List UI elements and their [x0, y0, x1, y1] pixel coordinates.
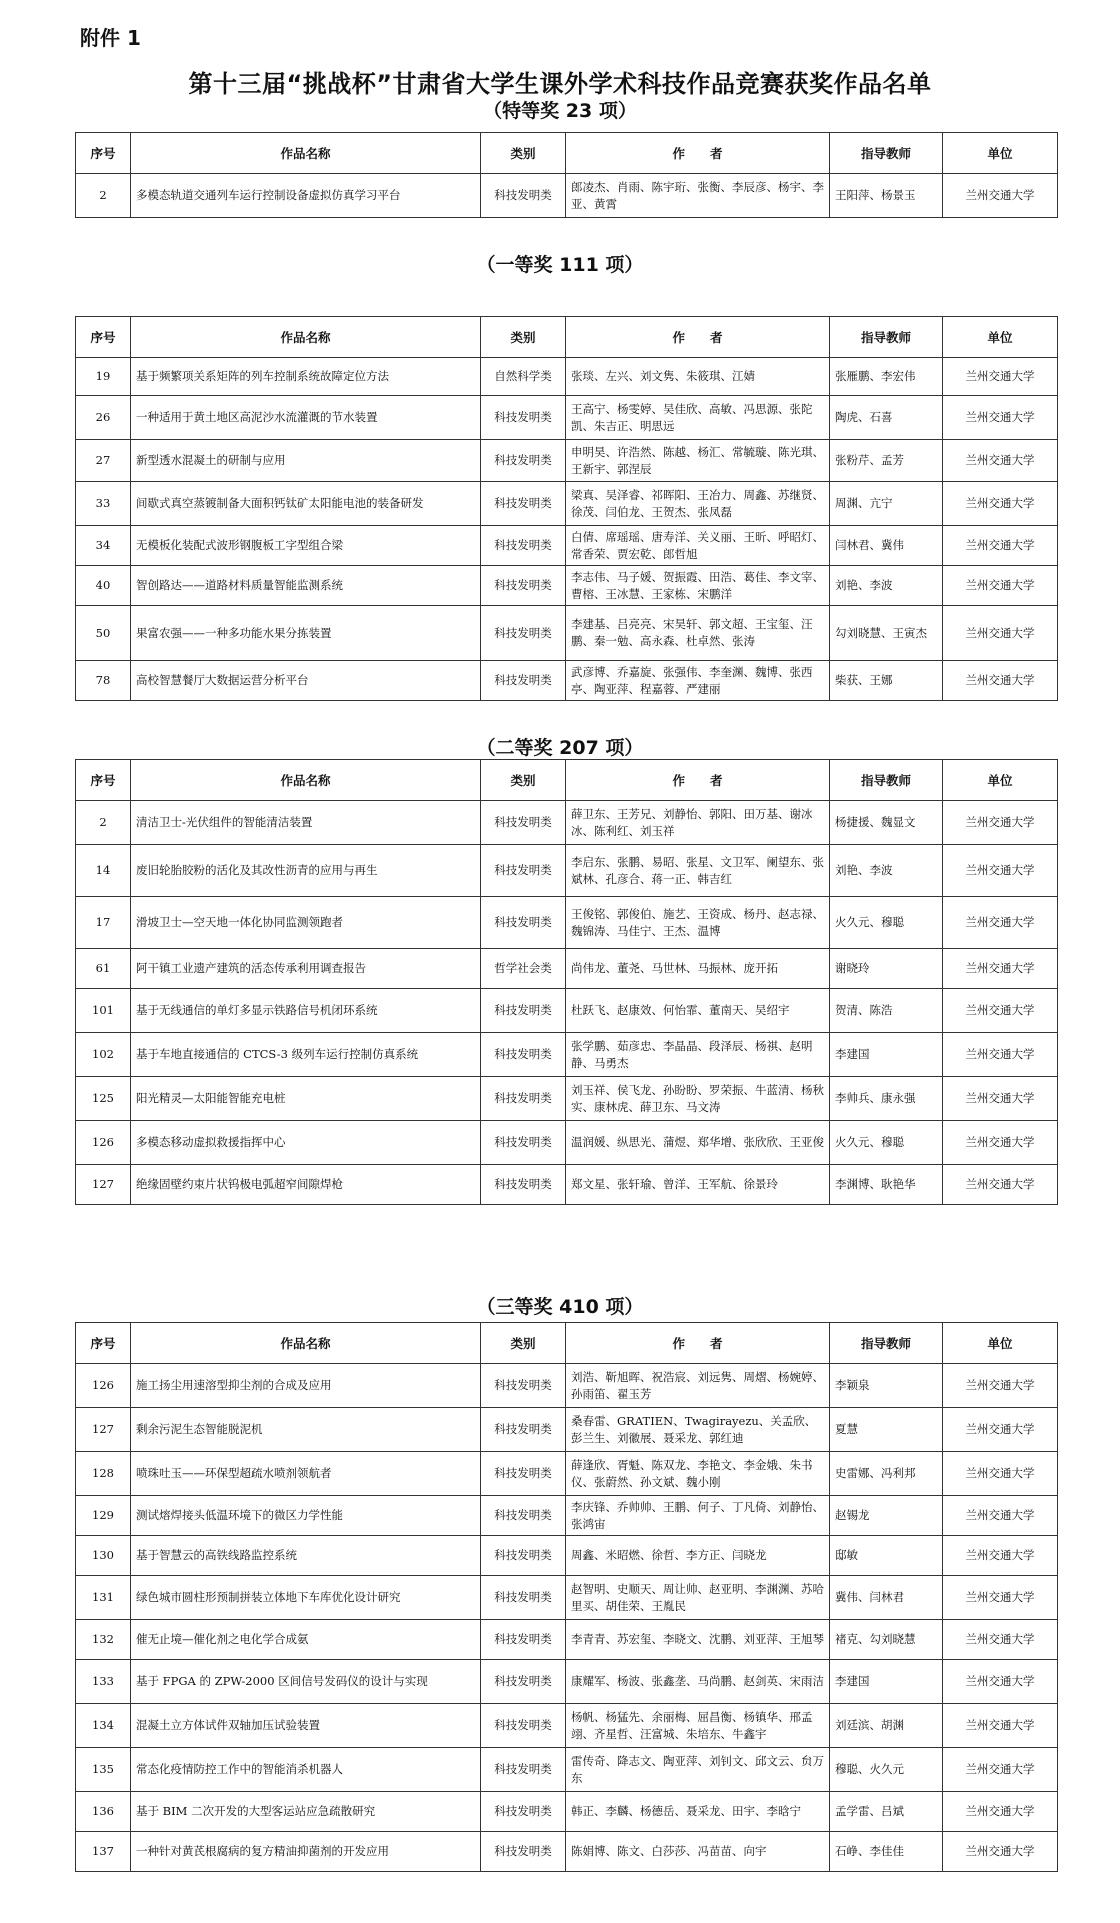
work-title: 基于频繁项关系矩阵的列车控制系统故障定位方法	[131, 358, 481, 396]
work-unit: 兰州交通大学	[943, 526, 1058, 566]
work-unit: 兰州交通大学	[943, 845, 1058, 897]
row-number: 131	[76, 1576, 131, 1620]
table-row	[76, 566, 1058, 606]
table-row	[76, 1077, 1058, 1121]
work-title: 间歇式真空蒸镀制备大面积钙钛矿太阳能电池的装备研发	[131, 482, 481, 526]
work-category: 科技发明类	[481, 1496, 566, 1536]
work-category: 科技发明类	[481, 1660, 566, 1704]
work-authors: 王俊铭、郭俊伯、施艺、王资成、杨丹、赵志禄、魏锦涛、马佳宁、王杰、温博	[566, 897, 830, 949]
work-advisor: 柴获、王娜	[830, 661, 943, 701]
work-title: 清洁卫士-光伏组件的智能清洁装置	[131, 801, 481, 845]
header-num: 序号	[76, 317, 131, 358]
row-number: 34	[76, 526, 131, 566]
table-row	[76, 989, 1058, 1033]
header-advisor: 指导教师	[830, 133, 943, 174]
header-advisor: 指导教师	[830, 317, 943, 358]
table-row	[76, 1748, 1058, 1792]
work-unit: 兰州交通大学	[943, 1165, 1058, 1205]
work-advisor: 冀伟、闫林君	[830, 1576, 943, 1620]
row-number: 127	[76, 1408, 131, 1452]
work-unit: 兰州交通大学	[943, 801, 1058, 845]
work-category: 科技发明类	[481, 1452, 566, 1496]
table-row	[76, 1620, 1058, 1660]
work-authors: 韩正、李麟、杨德岳、聂采龙、田宇、李晗宁	[566, 1792, 830, 1832]
work-category: 科技发明类	[481, 1408, 566, 1452]
work-category: 科技发明类	[481, 1121, 566, 1165]
document-title: 第十三届“挑战杯”甘肃省大学生课外学术科技作品竞赛获奖作品名单	[188, 70, 932, 98]
table-header-row	[76, 1323, 1058, 1364]
header-category: 类别	[481, 1323, 566, 1364]
table-row	[76, 1452, 1058, 1496]
work-title: 剩余污泥生态智能脱泥机	[131, 1408, 481, 1452]
work-advisor: 夏慧	[830, 1408, 943, 1452]
work-category: 科技发明类	[481, 801, 566, 845]
work-advisor: 李颖泉	[830, 1364, 943, 1408]
row-number: 128	[76, 1452, 131, 1496]
section-title-second: （二等奖 207 项）	[476, 737, 644, 759]
section-title-first: （一等奖 111 项）	[476, 254, 644, 276]
table-header-row	[76, 317, 1058, 358]
work-authors: 张学鹏、茹彦忠、李晶晶、段泽辰、杨祺、赵明静、马勇杰	[566, 1033, 830, 1077]
work-unit: 兰州交通大学	[943, 1121, 1058, 1165]
work-unit: 兰州交通大学	[943, 1576, 1058, 1620]
work-authors: 周鑫、米昭燃、徐哲、李方正、闫晓龙	[566, 1536, 830, 1576]
work-advisor: 邸敏	[830, 1536, 943, 1576]
work-advisor: 闫林君、冀伟	[830, 526, 943, 566]
table-row	[76, 174, 1058, 218]
work-title: 阳光精灵—太阳能智能充电桩	[131, 1077, 481, 1121]
work-unit: 兰州交通大学	[943, 174, 1058, 218]
header-category: 类别	[481, 760, 566, 801]
work-category: 科技发明类	[481, 606, 566, 661]
work-authors: 陈娟博、陈文、白莎莎、冯苗苗、向宇	[566, 1832, 830, 1872]
row-number: 129	[76, 1496, 131, 1536]
header-advisor: 指导教师	[830, 760, 943, 801]
header-advisor: 指导教师	[830, 1323, 943, 1364]
work-title: 果富农强——一种多功能水果分拣装置	[131, 606, 481, 661]
work-category: 科技发明类	[481, 1364, 566, 1408]
row-number: 2	[76, 801, 131, 845]
work-advisor: 贺清、陈浩	[830, 989, 943, 1033]
header-name: 作品名称	[131, 133, 481, 174]
table-row	[76, 606, 1058, 661]
work-advisor: 火久元、穆聪	[830, 1121, 943, 1165]
work-title: 基于车地直接通信的 CTCS-3 级列车运行控制仿真系统	[131, 1033, 481, 1077]
header-unit: 单位	[943, 317, 1058, 358]
table-row	[76, 897, 1058, 949]
work-authors: 李启东、张鹏、易昭、张星、文卫军、阑望东、张斌林、孔彦合、蒋一正、韩吉红	[566, 845, 830, 897]
header-unit: 单位	[943, 760, 1058, 801]
work-category: 科技发明类	[481, 1077, 566, 1121]
row-number: 14	[76, 845, 131, 897]
table-row	[76, 1364, 1058, 1408]
work-title: 催无止境—催化剂之电化学合成氨	[131, 1620, 481, 1660]
work-unit: 兰州交通大学	[943, 606, 1058, 661]
work-title: 滑坡卫士—空天地一体化协同监测领跑者	[131, 897, 481, 949]
work-authors: 尚伟龙、董尧、马世林、马振林、庞开拓	[566, 949, 830, 989]
work-authors: 刘浩、靳旭晖、祝浩宸、刘远隽、周熠、杨婉婷、孙雨笛、翟玉芳	[566, 1364, 830, 1408]
work-unit: 兰州交通大学	[943, 1408, 1058, 1452]
header-name: 作品名称	[131, 1323, 481, 1364]
work-authors: 武彦博、乔嘉旋、张强伟、李奎渊、魏博、张西亭、陶亚萍、程嘉蓉、严建丽	[566, 661, 830, 701]
work-unit: 兰州交通大学	[943, 1832, 1058, 1872]
table-row	[76, 1660, 1058, 1704]
work-title: 新型透水混凝土的研制与应用	[131, 440, 481, 482]
work-unit: 兰州交通大学	[943, 1452, 1058, 1496]
table-row	[76, 1576, 1058, 1620]
row-number: 137	[76, 1832, 131, 1872]
work-title: 多模态轨道交通列车运行控制设备虚拟仿真学习平台	[131, 174, 481, 218]
header-authors: 作 者	[566, 133, 830, 174]
row-number: 26	[76, 396, 131, 440]
work-title: 施工扬尘用速溶型抑尘剂的合成及应用	[131, 1364, 481, 1408]
work-category: 科技发明类	[481, 1536, 566, 1576]
table-row	[76, 1792, 1058, 1832]
table-row	[76, 1165, 1058, 1205]
work-authors: 雷传奇、降志文、陶亚萍、刘钊文、邱文云、贠万东	[566, 1748, 830, 1792]
work-category: 科技发明类	[481, 1704, 566, 1748]
work-authors: 申明昊、许浩然、陈越、杨汇、常毓璇、陈光琪、王新宇、郭涅辰	[566, 440, 830, 482]
work-advisor: 石峥、李佳佳	[830, 1832, 943, 1872]
work-unit: 兰州交通大学	[943, 1496, 1058, 1536]
work-title: 废旧轮胎胶粉的活化及其改性沥青的应用与再生	[131, 845, 481, 897]
work-category: 科技发明类	[481, 566, 566, 606]
work-category: 科技发明类	[481, 845, 566, 897]
work-authors: 杨帆、杨猛先、余丽梅、屈昌衡、杨镇华、邢孟翊、齐星哲、汪富城、朱培东、牛鑫宇	[566, 1704, 830, 1748]
table-row	[76, 661, 1058, 701]
row-number: 2	[76, 174, 131, 218]
work-unit: 兰州交通大学	[943, 989, 1058, 1033]
work-unit: 兰州交通大学	[943, 949, 1058, 989]
table-row	[76, 1704, 1058, 1748]
header-category: 类别	[481, 133, 566, 174]
section-title-third: （三等奖 410 项）	[476, 1296, 644, 1318]
award-table-second	[75, 759, 1058, 1205]
work-advisor: 褚克、勾刘晓慧	[830, 1620, 943, 1660]
row-number: 101	[76, 989, 131, 1033]
table-row	[76, 1832, 1058, 1872]
header-authors: 作 者	[566, 1323, 830, 1364]
work-unit: 兰州交通大学	[943, 396, 1058, 440]
table-row	[76, 440, 1058, 482]
row-number: 125	[76, 1077, 131, 1121]
work-advisor: 穆聪、火久元	[830, 1748, 943, 1792]
work-category: 科技发明类	[481, 661, 566, 701]
row-number: 127	[76, 1165, 131, 1205]
work-category: 科技发明类	[481, 1165, 566, 1205]
work-advisor: 张粉芹、孟芳	[830, 440, 943, 482]
row-number: 27	[76, 440, 131, 482]
work-advisor: 李渊博、耿艳华	[830, 1165, 943, 1205]
table-row	[76, 845, 1058, 897]
header-unit: 单位	[943, 1323, 1058, 1364]
header-authors: 作 者	[566, 317, 830, 358]
row-number: 132	[76, 1620, 131, 1660]
work-authors: 薛卫东、王芳兄、刘静怡、郭阳、田万基、谢冰冰、陈利红、刘玉祥	[566, 801, 830, 845]
work-title: 多模态移动虚拟救援指挥中心	[131, 1121, 481, 1165]
row-number: 135	[76, 1748, 131, 1792]
row-number: 136	[76, 1792, 131, 1832]
work-title: 绝缘固壁约束片状钨极电弧超窄间隙焊枪	[131, 1165, 481, 1205]
work-category: 科技发明类	[481, 1576, 566, 1620]
work-advisor: 刘艳、李波	[830, 845, 943, 897]
work-authors: 王高宁、杨雯婷、吴佳欣、高敏、冯思源、张陀凯、朱吉正、明思远	[566, 396, 830, 440]
work-category: 科技发明类	[481, 897, 566, 949]
work-advisor: 刘廷滨、胡渊	[830, 1704, 943, 1748]
row-number: 17	[76, 897, 131, 949]
header-category: 类别	[481, 317, 566, 358]
work-unit: 兰州交通大学	[943, 482, 1058, 526]
work-advisor: 李帅兵、康永强	[830, 1077, 943, 1121]
work-unit: 兰州交通大学	[943, 897, 1058, 949]
work-category: 科技发明类	[481, 174, 566, 218]
table-row	[76, 1121, 1058, 1165]
work-title: 混凝土立方体试件双轴加压试验装置	[131, 1704, 481, 1748]
work-unit: 兰州交通大学	[943, 566, 1058, 606]
row-number: 134	[76, 1704, 131, 1748]
work-category: 自然科学类	[481, 358, 566, 396]
header-num: 序号	[76, 133, 131, 174]
row-number: 50	[76, 606, 131, 661]
work-category: 科技发明类	[481, 396, 566, 440]
row-number: 61	[76, 949, 131, 989]
work-unit: 兰州交通大学	[943, 1077, 1058, 1121]
row-number: 102	[76, 1033, 131, 1077]
work-unit: 兰州交通大学	[943, 1748, 1058, 1792]
work-authors: 杜跃飞、赵康效、何怡霏、董南天、吴绍宇	[566, 989, 830, 1033]
work-advisor: 刘艳、李波	[830, 566, 943, 606]
work-category: 科技发明类	[481, 1033, 566, 1077]
work-authors: 梁真、吴泽睿、祁晖阳、王冶力、周鑫、苏继贤、徐茂、闫伯龙、王贺杰、张凤磊	[566, 482, 830, 526]
row-number: 40	[76, 566, 131, 606]
work-authors: 刘玉祥、侯飞龙、孙盼盼、罗荣振、牛蓝清、杨秋实、康林虎、薛卫东、马文涛	[566, 1077, 830, 1121]
work-title: 基于无线通信的单灯多显示铁路信号机闭环系统	[131, 989, 481, 1033]
work-title: 绿色城市圆柱形预制拼装立体地下车库优化设计研究	[131, 1576, 481, 1620]
row-number: 33	[76, 482, 131, 526]
table-row	[76, 526, 1058, 566]
section-title-special: （特等奖 23 项）	[483, 100, 637, 122]
work-advisor: 周渊、亢宁	[830, 482, 943, 526]
table-row	[76, 949, 1058, 989]
work-authors: 赵智明、史顺天、周让帅、赵亚明、李渊渊、苏哈里买、胡佳荣、王胤民	[566, 1576, 830, 1620]
work-authors: 李志伟、马子媛、贺振霞、田浩、葛佳、李文宰、曹榕、王冰慧、王家栋、宋鹏洋	[566, 566, 830, 606]
work-advisor: 李建国	[830, 1033, 943, 1077]
work-authors: 白倩、席瑶瑶、唐寿洋、关义丽、王昕、呼昭灯、常香荣、贾宏乾、郎哲旭	[566, 526, 830, 566]
work-advisor: 张雁鹏、李宏伟	[830, 358, 943, 396]
work-unit: 兰州交通大学	[943, 358, 1058, 396]
work-title: 喷珠吐玉——环保型超疏水喷剂领航者	[131, 1452, 481, 1496]
work-advisor: 孟学雷、吕斌	[830, 1792, 943, 1832]
work-advisor: 李建国	[830, 1660, 943, 1704]
work-category: 科技发明类	[481, 526, 566, 566]
work-category: 科技发明类	[481, 1792, 566, 1832]
work-title: 智创路达——道路材料质量智能监测系统	[131, 566, 481, 606]
work-unit: 兰州交通大学	[943, 661, 1058, 701]
row-number: 130	[76, 1536, 131, 1576]
work-authors: 郎凌杰、肖雨、陈宇珩、张衡、李辰彦、杨宇、李亚、黄霄	[566, 174, 830, 218]
work-unit: 兰州交通大学	[943, 1620, 1058, 1660]
work-title: 高校智慧餐厅大数据运营分析平台	[131, 661, 481, 701]
work-authors: 桑春雷、GRATIEN、Twagirayezu、关孟欣、彭兰生、刘徽展、聂采龙、郭红迪	[566, 1408, 830, 1452]
table-row	[76, 396, 1058, 440]
work-category: 科技发明类	[481, 1620, 566, 1660]
work-category: 科技发明类	[481, 1832, 566, 1872]
work-title: 无模板化装配式波形钢腹板工字型组合梁	[131, 526, 481, 566]
header-num: 序号	[76, 760, 131, 801]
row-number: 78	[76, 661, 131, 701]
work-authors: 李青青、苏宏玺、李晓文、沈鹏、刘亚萍、王旭琴	[566, 1620, 830, 1660]
table-row	[76, 801, 1058, 845]
work-category: 科技发明类	[481, 440, 566, 482]
header-unit: 单位	[943, 133, 1058, 174]
header-name: 作品名称	[131, 317, 481, 358]
work-authors: 薛逢欣、胥魁、陈双龙、李艳文、李金娥、朱书仪、张蔚然、孙文斌、魏小刚	[566, 1452, 830, 1496]
row-number: 19	[76, 358, 131, 396]
work-authors: 郑文星、张轩瑜、曾洋、王军航、徐景玲	[566, 1165, 830, 1205]
work-unit: 兰州交通大学	[943, 1704, 1058, 1748]
table-header-row	[76, 133, 1058, 174]
work-advisor: 史雷娜、冯利邦	[830, 1452, 943, 1496]
award-table-first	[75, 316, 1058, 701]
work-authors: 康耀军、杨波、张鑫垄、马尚鹏、赵剑英、宋雨洁	[566, 1660, 830, 1704]
work-unit: 兰州交通大学	[943, 440, 1058, 482]
attachment-label: 附件 1	[80, 26, 141, 50]
work-category: 科技发明类	[481, 989, 566, 1033]
work-authors: 温润媛、纵思光、蒲煜、郑华增、张欣欣、王亚俊	[566, 1121, 830, 1165]
work-authors: 张琰、左兴、刘文隽、朱筱琪、江婧	[566, 358, 830, 396]
table-row	[76, 1496, 1058, 1536]
work-title: 一种针对黄芪根腐病的复方精油抑菌剂的开发应用	[131, 1832, 481, 1872]
table-row	[76, 1408, 1058, 1452]
work-advisor: 谢晓玲	[830, 949, 943, 989]
work-unit: 兰州交通大学	[943, 1536, 1058, 1576]
work-title: 基于 BIM 二次开发的大型客运站应急疏散研究	[131, 1792, 481, 1832]
work-title: 阿干镇工业遗产建筑的活态传承利用调查报告	[131, 949, 481, 989]
award-table-third	[75, 1322, 1058, 1872]
table-header-row	[76, 760, 1058, 801]
header-num: 序号	[76, 1323, 131, 1364]
table-row	[76, 358, 1058, 396]
row-number: 126	[76, 1364, 131, 1408]
work-advisor: 勾刘晓慧、王寅杰	[830, 606, 943, 661]
work-authors: 李庆锋、乔帅帅、王鹏、何子、丁凡倚、刘静怡、张鸿宙	[566, 1496, 830, 1536]
row-number: 126	[76, 1121, 131, 1165]
work-title: 一种适用于黄土地区高泥沙水流灌溉的节水装置	[131, 396, 481, 440]
table-row	[76, 1536, 1058, 1576]
work-unit: 兰州交通大学	[943, 1660, 1058, 1704]
work-title: 常态化疫情防控工作中的智能消杀机器人	[131, 1748, 481, 1792]
work-category: 科技发明类	[481, 1748, 566, 1792]
work-advisor: 王阳萍、杨景玉	[830, 174, 943, 218]
work-category: 哲学社会类	[481, 949, 566, 989]
award-table-special	[75, 132, 1058, 218]
work-advisor: 陶虎、石喜	[830, 396, 943, 440]
work-unit: 兰州交通大学	[943, 1033, 1058, 1077]
table-row	[76, 1033, 1058, 1077]
header-authors: 作 者	[566, 760, 830, 801]
table-row	[76, 482, 1058, 526]
work-title: 基于智慧云的高铁线路监控系统	[131, 1536, 481, 1576]
work-advisor: 火久元、穆聪	[830, 897, 943, 949]
work-category: 科技发明类	[481, 482, 566, 526]
header-name: 作品名称	[131, 760, 481, 801]
work-unit: 兰州交通大学	[943, 1792, 1058, 1832]
work-authors: 李建基、吕亮亮、宋昊轩、郭文超、王宝玺、汪鹏、秦一勉、高永森、杜卓然、张涛	[566, 606, 830, 661]
row-number: 133	[76, 1660, 131, 1704]
work-advisor: 赵锡龙	[830, 1496, 943, 1536]
work-advisor: 杨捷援、魏显文	[830, 801, 943, 845]
work-title: 测试熔焊接头低温环境下的微区力学性能	[131, 1496, 481, 1536]
work-title: 基于 FPGA 的 ZPW-2000 区间信号发码仪的设计与实现	[131, 1660, 481, 1704]
work-unit: 兰州交通大学	[943, 1364, 1058, 1408]
